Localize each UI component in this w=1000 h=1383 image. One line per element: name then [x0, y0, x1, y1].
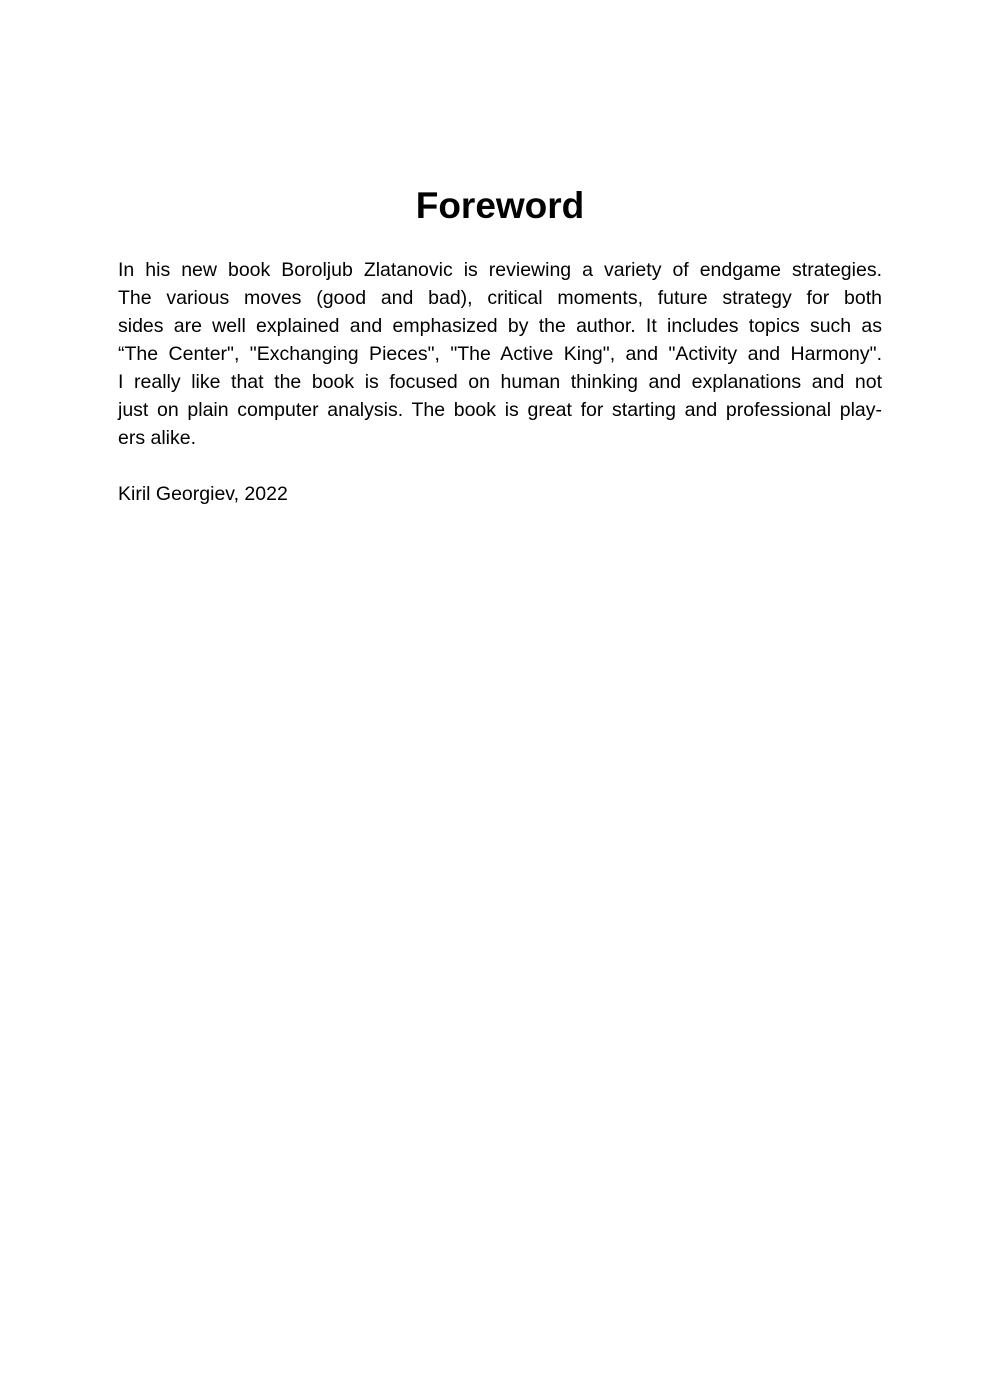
paragraph-line: “The Center", "Exchanging Pieces", "The Active King", and "Activity and Harmony". [118, 343, 882, 365]
paragraph-line: ers alike. [118, 427, 197, 449]
paragraph-line: just on plain computer analysis. The book is great for starting and professional play- [118, 399, 882, 421]
paragraph-line: sides are well explained and emphasized by the author. It includes topics such as [118, 315, 882, 337]
page-title: Foreword [415, 185, 585, 226]
author-signature: Kiril Georgiev, 2022 [118, 483, 288, 505]
foreword-paragraph [118, 256, 882, 452]
paragraph-line: I really like that the book is focused on human thinking and explanations and not [118, 371, 882, 393]
paragraph-line: The various moves (good and bad), critical moments, future strategy for both [118, 287, 882, 309]
paragraph-line: In his new book Boroljub Zlatanovic is reviewing a variety of endgame strategies. [118, 259, 882, 281]
